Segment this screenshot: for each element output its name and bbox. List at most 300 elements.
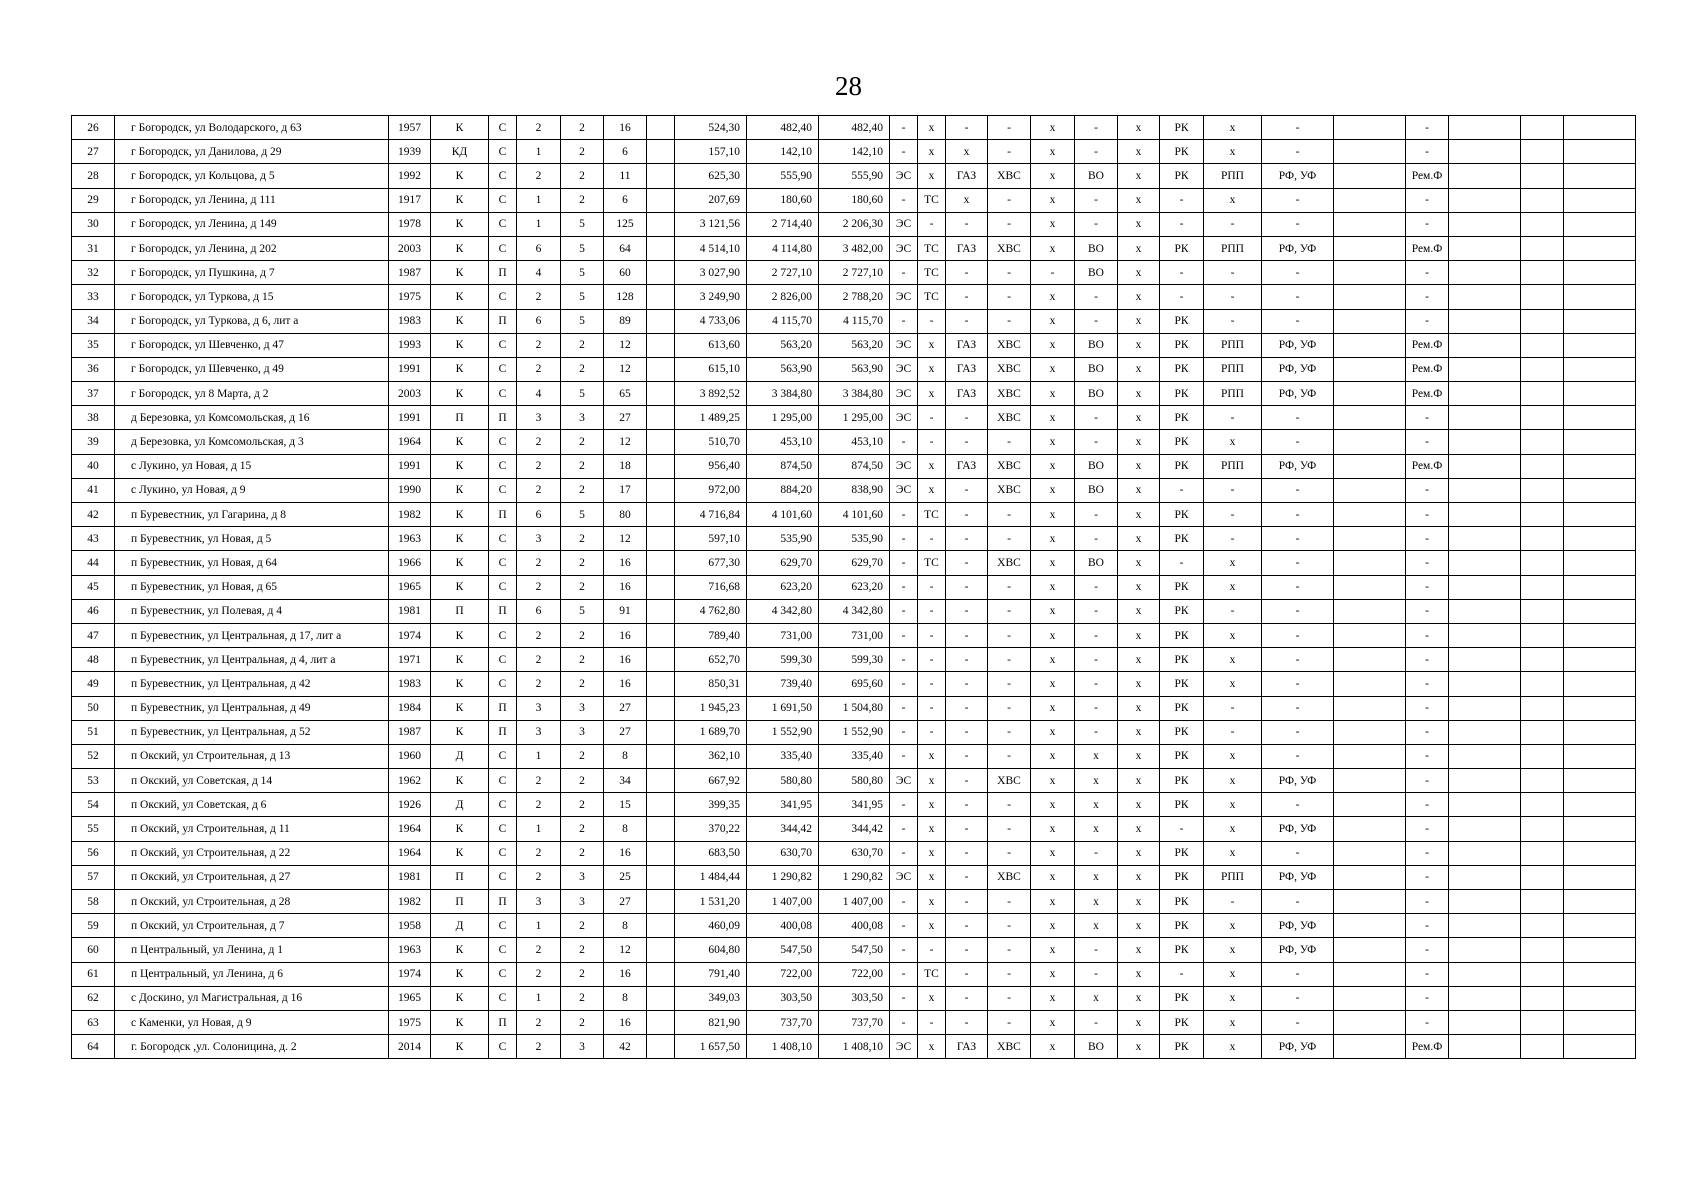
- table-cell: [1449, 236, 1521, 260]
- table-cell: [1449, 648, 1521, 672]
- table-cell: ТС: [918, 188, 946, 212]
- table-cell: х: [1031, 527, 1075, 551]
- address-cell: п Центральный, ул Ленина, д 1: [115, 938, 389, 962]
- table-row: [72, 188, 1636, 212]
- table-cell: [1564, 188, 1636, 212]
- table-cell: [1564, 696, 1636, 720]
- table-cell: -: [988, 986, 1031, 1010]
- table-cell: 2003: [389, 236, 431, 260]
- address-cell: г Богородск, ул Ленина, д 111: [115, 188, 389, 212]
- table-cell: х: [1031, 914, 1075, 938]
- table-cell: [1449, 890, 1521, 914]
- table-cell: 2: [561, 914, 604, 938]
- address-cell: с Каменки, ул Новая, д 9: [115, 1010, 389, 1034]
- table-cell: -: [918, 648, 946, 672]
- table-cell: 731,00: [747, 623, 819, 647]
- table-cell: 3 482,00: [819, 236, 890, 260]
- table-cell: 4 101,60: [747, 503, 819, 527]
- table-cell: х: [1075, 865, 1118, 889]
- table-cell: х: [918, 865, 946, 889]
- table-cell: -: [1075, 623, 1118, 647]
- table-cell: 335,40: [819, 744, 890, 768]
- table-cell: 1974: [389, 962, 431, 986]
- table-cell: 56: [72, 841, 115, 865]
- address-cell: п Буревестник, ул Новая, д 65: [115, 575, 389, 599]
- table-cell: 27: [72, 140, 115, 164]
- table-cell: х: [1031, 236, 1075, 260]
- table-cell: К: [431, 986, 489, 1010]
- table-cell: х: [1031, 309, 1075, 333]
- table-cell: [647, 890, 675, 914]
- table-cell: -: [1204, 478, 1262, 502]
- table-cell: -: [988, 623, 1031, 647]
- table-cell: 2: [517, 623, 561, 647]
- table-cell: [647, 914, 675, 938]
- table-cell: [647, 212, 675, 236]
- table-cell: 4 115,70: [747, 309, 819, 333]
- table-cell: [1334, 333, 1406, 357]
- table-cell: 11: [604, 164, 647, 188]
- table-cell: -: [1262, 285, 1334, 309]
- table-cell: -: [1262, 986, 1334, 1010]
- table-cell: [1521, 1010, 1564, 1034]
- table-cell: [1521, 261, 1564, 285]
- table-cell: 1: [517, 212, 561, 236]
- table-cell: [1334, 696, 1406, 720]
- table-cell: 2: [517, 841, 561, 865]
- table-cell: х: [1118, 454, 1160, 478]
- table-cell: [1521, 817, 1564, 841]
- table-cell: 2: [517, 333, 561, 357]
- table-cell: [647, 623, 675, 647]
- table-row: [72, 503, 1636, 527]
- table-cell: 5: [561, 382, 604, 406]
- table-cell: 2: [561, 623, 604, 647]
- table-cell: 2: [517, 1010, 561, 1034]
- table-cell: -: [1262, 672, 1334, 696]
- table-cell: ЭС: [890, 164, 918, 188]
- table-cell: -: [946, 672, 988, 696]
- table-cell: -: [1160, 285, 1204, 309]
- table-cell: [1521, 357, 1564, 381]
- table-cell: 1991: [389, 406, 431, 430]
- table-row: [72, 623, 1636, 647]
- table-cell: 12: [604, 527, 647, 551]
- table-cell: -: [890, 696, 918, 720]
- table-cell: -: [890, 503, 918, 527]
- table-cell: -: [1160, 551, 1204, 575]
- table-cell: х: [1118, 1010, 1160, 1034]
- table-cell: 3: [517, 527, 561, 551]
- table-cell: -: [946, 890, 988, 914]
- table-cell: РК: [1160, 648, 1204, 672]
- table-cell: К: [431, 623, 489, 647]
- table-cell: 2 727,10: [747, 261, 819, 285]
- table-cell: -: [946, 744, 988, 768]
- table-cell: [647, 357, 675, 381]
- table-cell: [1521, 986, 1564, 1010]
- table-cell: -: [946, 212, 988, 236]
- table-cell: ВО: [1075, 236, 1118, 260]
- table-cell: 2: [561, 575, 604, 599]
- table-cell: РПП: [1204, 236, 1262, 260]
- table-cell: [1449, 720, 1521, 744]
- table-cell: 27: [604, 720, 647, 744]
- table-cell: 2: [561, 188, 604, 212]
- table-cell: -: [988, 938, 1031, 962]
- table-cell: [1564, 599, 1636, 623]
- table-cell: 16: [604, 1010, 647, 1034]
- table-cell: РК: [1160, 865, 1204, 889]
- table-row: [72, 406, 1636, 430]
- table-cell: 44: [72, 551, 115, 575]
- table-cell: х: [1031, 841, 1075, 865]
- table-row: [72, 696, 1636, 720]
- table-cell: 39: [72, 430, 115, 454]
- table-cell: 722,00: [747, 962, 819, 986]
- table-cell: 400,08: [747, 914, 819, 938]
- table-cell: 5: [561, 599, 604, 623]
- table-cell: 630,70: [747, 841, 819, 865]
- table-cell: [1564, 116, 1636, 140]
- table-cell: [647, 575, 675, 599]
- table-cell: х: [1204, 938, 1262, 962]
- table-cell: 16: [604, 551, 647, 575]
- table-cell: 677,30: [675, 551, 747, 575]
- table-cell: [1521, 503, 1564, 527]
- table-row: [72, 212, 1636, 236]
- table-cell: х: [1031, 648, 1075, 672]
- table-cell: -: [1262, 551, 1334, 575]
- table-cell: х: [1031, 986, 1075, 1010]
- table-cell: П: [489, 890, 517, 914]
- table-cell: -: [1406, 696, 1449, 720]
- table-cell: [1521, 164, 1564, 188]
- address-cell: д Березовка, ул Комсомольская, д 16: [115, 406, 389, 430]
- table-cell: 1: [517, 914, 561, 938]
- table-cell: 2: [561, 551, 604, 575]
- table-cell: [1521, 648, 1564, 672]
- table-cell: -: [1262, 261, 1334, 285]
- table-cell: [1564, 285, 1636, 309]
- table-cell: 1984: [389, 696, 431, 720]
- table-cell: -: [1406, 865, 1449, 889]
- table-cell: 52: [72, 744, 115, 768]
- table-cell: -: [946, 865, 988, 889]
- table-cell: 3: [561, 890, 604, 914]
- table-cell: С: [489, 164, 517, 188]
- table-cell: К: [431, 1010, 489, 1034]
- table-cell: [1564, 623, 1636, 647]
- table-cell: ТС: [918, 261, 946, 285]
- table-cell: РПП: [1204, 333, 1262, 357]
- address-cell: п Буревестник, ул Новая, д 64: [115, 551, 389, 575]
- table-cell: К: [431, 357, 489, 381]
- table-cell: -: [890, 744, 918, 768]
- table-cell: -: [890, 890, 918, 914]
- table-cell: РФ, УФ: [1262, 236, 1334, 260]
- table-cell: -: [1406, 551, 1449, 575]
- table-cell: [1564, 817, 1636, 841]
- table-cell: [647, 1010, 675, 1034]
- table-cell: РК: [1160, 1010, 1204, 1034]
- table-cell: 629,70: [819, 551, 890, 575]
- table-cell: К: [431, 503, 489, 527]
- table-cell: 61: [72, 962, 115, 986]
- address-cell: г Богородск, ул 8 Марта, д 2: [115, 382, 389, 406]
- table-cell: -: [1262, 478, 1334, 502]
- table-cell: 16: [604, 672, 647, 696]
- table-cell: К: [431, 188, 489, 212]
- table-cell: 1992: [389, 164, 431, 188]
- table-cell: -: [1262, 212, 1334, 236]
- table-row: [72, 575, 1636, 599]
- table-cell: [1521, 140, 1564, 164]
- table-cell: 629,70: [747, 551, 819, 575]
- table-cell: 652,70: [675, 648, 747, 672]
- table-cell: [1521, 793, 1564, 817]
- table-cell: 1 531,20: [675, 890, 747, 914]
- table-cell: К: [431, 648, 489, 672]
- table-cell: -: [1262, 527, 1334, 551]
- table-cell: х: [1031, 357, 1075, 381]
- table-cell: -: [946, 285, 988, 309]
- table-cell: 1 407,00: [747, 890, 819, 914]
- table-cell: -: [1204, 890, 1262, 914]
- table-cell: [1334, 841, 1406, 865]
- table-cell: [1449, 914, 1521, 938]
- table-cell: 510,70: [675, 430, 747, 454]
- table-cell: х: [1204, 672, 1262, 696]
- table-cell: -: [946, 430, 988, 454]
- table-cell: 1964: [389, 841, 431, 865]
- table-cell: х: [1031, 599, 1075, 623]
- table-cell: [1449, 769, 1521, 793]
- table-row: [72, 599, 1636, 623]
- table-cell: [647, 986, 675, 1010]
- table-cell: 623,20: [819, 575, 890, 599]
- table-cell: 453,10: [819, 430, 890, 454]
- table-cell: -: [1262, 696, 1334, 720]
- table-cell: [1564, 527, 1636, 551]
- table-cell: -: [988, 696, 1031, 720]
- table-cell: -: [988, 672, 1031, 696]
- table-cell: х: [1031, 744, 1075, 768]
- table-cell: -: [1406, 599, 1449, 623]
- table-cell: [647, 188, 675, 212]
- table-cell: [1564, 382, 1636, 406]
- table-cell: 695,60: [819, 672, 890, 696]
- table-cell: 2: [561, 333, 604, 357]
- table-cell: [647, 817, 675, 841]
- table-cell: РК: [1160, 696, 1204, 720]
- table-cell: 580,80: [747, 769, 819, 793]
- table-cell: П: [489, 261, 517, 285]
- table-cell: -: [918, 430, 946, 454]
- table-cell: [1449, 164, 1521, 188]
- table-cell: -: [890, 551, 918, 575]
- table-cell: [1334, 1010, 1406, 1034]
- table-cell: х: [1118, 890, 1160, 914]
- table-cell: РК: [1160, 623, 1204, 647]
- table-cell: 1926: [389, 793, 431, 817]
- table-cell: 1978: [389, 212, 431, 236]
- table-cell: -: [1160, 478, 1204, 502]
- table-cell: [1334, 938, 1406, 962]
- table-cell: 2: [561, 962, 604, 986]
- table-cell: [1334, 430, 1406, 454]
- table-cell: -: [946, 575, 988, 599]
- table-cell: П: [431, 599, 489, 623]
- table-cell: -: [890, 599, 918, 623]
- address-cell: с Доскино, ул Магистральная, д 16: [115, 986, 389, 1010]
- table-cell: 50: [72, 696, 115, 720]
- table-cell: х: [918, 333, 946, 357]
- table-row: [72, 236, 1636, 260]
- table-cell: х: [1031, 720, 1075, 744]
- table-cell: 3 121,56: [675, 212, 747, 236]
- table-cell: [1564, 357, 1636, 381]
- table-cell: [1449, 865, 1521, 889]
- table-cell: Рем.Ф: [1406, 1035, 1449, 1059]
- table-cell: х: [1118, 744, 1160, 768]
- table-cell: 874,50: [747, 454, 819, 478]
- table-cell: -: [890, 720, 918, 744]
- table-cell: 2 714,40: [747, 212, 819, 236]
- table-cell: 1: [517, 817, 561, 841]
- table-cell: -: [918, 212, 946, 236]
- table-cell: 64: [604, 236, 647, 260]
- table-cell: С: [489, 357, 517, 381]
- table-cell: х: [1118, 333, 1160, 357]
- table-cell: 2: [517, 938, 561, 962]
- table-cell: [1334, 527, 1406, 551]
- table-cell: 4 101,60: [819, 503, 890, 527]
- table-cell: х: [1204, 116, 1262, 140]
- table-cell: х: [1118, 140, 1160, 164]
- address-cell: г Богородск, ул Шевченко, д 47: [115, 333, 389, 357]
- table-cell: К: [431, 116, 489, 140]
- table-cell: К: [431, 454, 489, 478]
- table-cell: РФ, УФ: [1262, 817, 1334, 841]
- table-cell: -: [1406, 672, 1449, 696]
- table-cell: -: [988, 817, 1031, 841]
- table-cell: РК: [1160, 720, 1204, 744]
- table-cell: -: [1075, 527, 1118, 551]
- table-cell: [1334, 236, 1406, 260]
- table-cell: х: [1075, 817, 1118, 841]
- table-cell: П: [431, 865, 489, 889]
- table-cell: х: [1031, 140, 1075, 164]
- table-cell: [647, 333, 675, 357]
- table-cell: 1 945,23: [675, 696, 747, 720]
- table-cell: [647, 261, 675, 285]
- table-cell: 2: [561, 357, 604, 381]
- table-cell: -: [946, 261, 988, 285]
- table-cell: [1334, 285, 1406, 309]
- table-cell: [1564, 164, 1636, 188]
- table-cell: С: [489, 478, 517, 502]
- table-cell: ХВС: [988, 454, 1031, 478]
- table-cell: -: [1075, 188, 1118, 212]
- table-cell: х: [1075, 769, 1118, 793]
- table-cell: [1521, 890, 1564, 914]
- table-cell: К: [431, 285, 489, 309]
- table-cell: 623,20: [747, 575, 819, 599]
- table-cell: [1521, 551, 1564, 575]
- table-cell: ЭС: [890, 1035, 918, 1059]
- address-cell: п Окский, ул Строительная, д 27: [115, 865, 389, 889]
- table-cell: 2: [517, 865, 561, 889]
- table-cell: 2: [517, 793, 561, 817]
- table-cell: 630,70: [819, 841, 890, 865]
- table-cell: -: [1075, 430, 1118, 454]
- table-cell: 18: [604, 454, 647, 478]
- table-cell: -: [1262, 623, 1334, 647]
- table-cell: х: [918, 454, 946, 478]
- table-cell: Рем.Ф: [1406, 236, 1449, 260]
- table-cell: [647, 285, 675, 309]
- table-cell: х: [1118, 672, 1160, 696]
- table-cell: 65: [604, 382, 647, 406]
- table-cell: 47: [72, 623, 115, 647]
- table-cell: х: [1118, 648, 1160, 672]
- table-cell: [1449, 938, 1521, 962]
- table-cell: РПП: [1204, 865, 1262, 889]
- table-cell: РК: [1160, 406, 1204, 430]
- table-cell: 1 657,50: [675, 1035, 747, 1059]
- table-cell: -: [890, 527, 918, 551]
- table-cell: [1449, 188, 1521, 212]
- table-cell: РК: [1160, 430, 1204, 454]
- table-cell: К: [431, 962, 489, 986]
- table-cell: -: [1075, 140, 1118, 164]
- table-cell: х: [918, 140, 946, 164]
- table-cell: -: [1406, 914, 1449, 938]
- table-cell: х: [918, 986, 946, 1010]
- table-cell: 42: [604, 1035, 647, 1059]
- table-cell: [1449, 261, 1521, 285]
- table-cell: [1449, 744, 1521, 768]
- table-cell: ВО: [1075, 382, 1118, 406]
- table-cell: -: [1262, 720, 1334, 744]
- table-cell: С: [489, 140, 517, 164]
- table-row: [72, 285, 1636, 309]
- table-cell: [1521, 623, 1564, 647]
- table-cell: 1964: [389, 817, 431, 841]
- table-cell: -: [1075, 575, 1118, 599]
- table-cell: ЭС: [890, 236, 918, 260]
- table-cell: 8: [604, 986, 647, 1010]
- table-row: [72, 1010, 1636, 1034]
- table-cell: -: [988, 914, 1031, 938]
- table-cell: 1962: [389, 769, 431, 793]
- table-cell: [1521, 478, 1564, 502]
- table-cell: 5: [561, 261, 604, 285]
- table-cell: х: [1118, 962, 1160, 986]
- table-cell: 91: [604, 599, 647, 623]
- table-cell: [1521, 720, 1564, 744]
- table-cell: 33: [72, 285, 115, 309]
- table-cell: ВО: [1075, 478, 1118, 502]
- table-cell: [1449, 1035, 1521, 1059]
- table-cell: 35: [72, 333, 115, 357]
- table-cell: -: [946, 841, 988, 865]
- table-cell: [1564, 769, 1636, 793]
- table-cell: [1334, 478, 1406, 502]
- address-cell: г Богородск, ул Ленина, д 149: [115, 212, 389, 236]
- table-cell: 55: [72, 817, 115, 841]
